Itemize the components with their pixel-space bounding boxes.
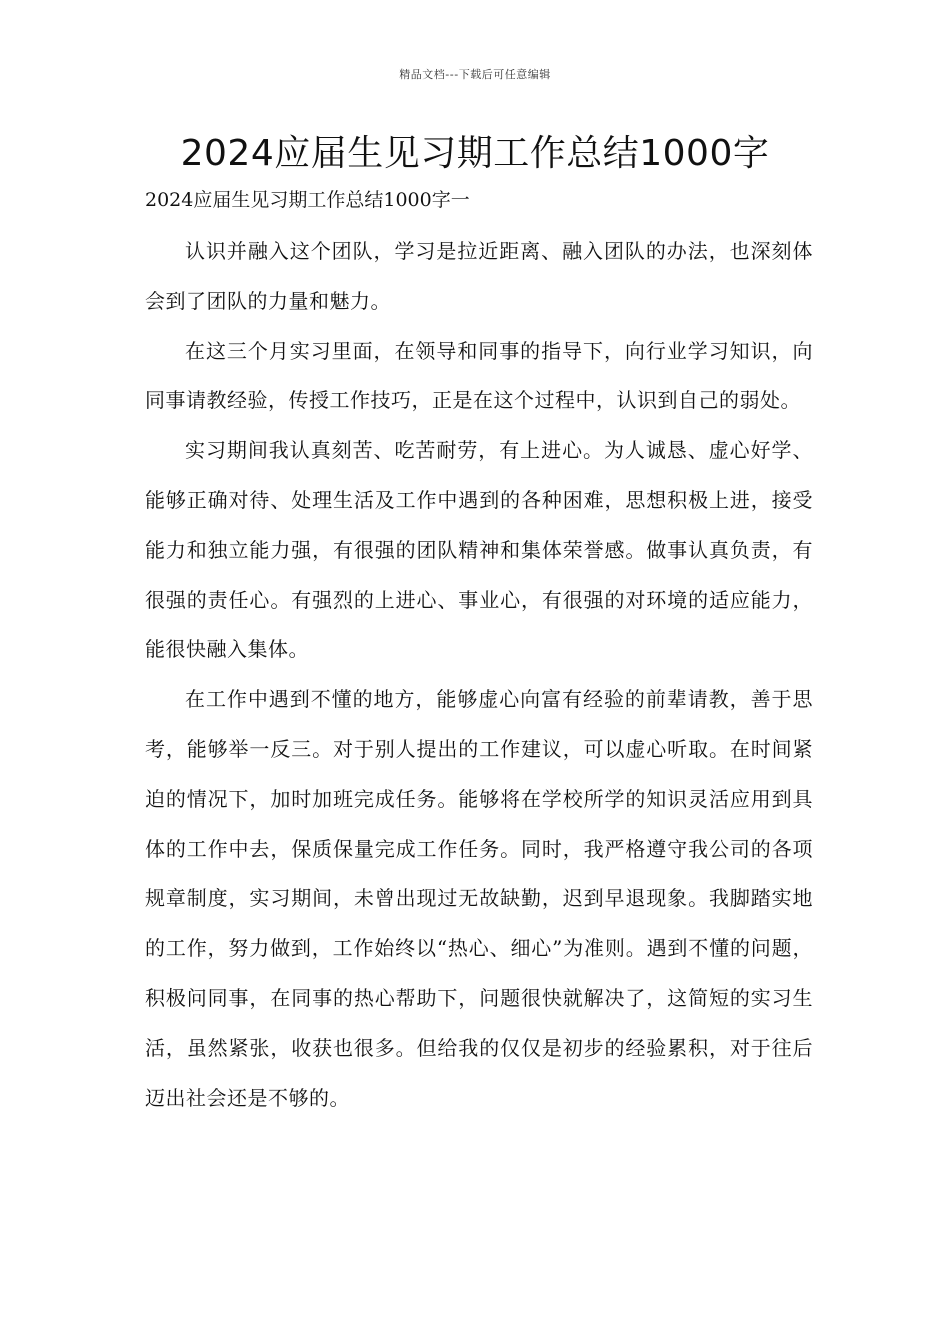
paragraph-3: 实习期间我认真刻苦、吃苦耐劳，有上进心。为人诚恳、虚心好学、能够正确对待、处理生活及工作中遇到的各种困难，思想积极上进，接受能力和独立能力强，有很强的团队精神和集体荣誉感。做事认真负责，有很强的责任心。有强烈的上进心、事业心，有很强的对环境的适应能力，能很快融入集体。 [145, 438, 813, 662]
paragraph-4: 在工作中遇到不懂的地方，能够虚心向富有经验的前辈请教，善于思考，能够举一反三。对于别人提出的工作建议，可以虚心听取。在时间紧迫的情况下，加时加班完成任务。能够将在学校所学的知识灵活应用到具体的工作中去，保质保量完成工作任务。同时，我严格遵守我公司的各项规章制度，实习期间，未曾出现过无故缺勤，迟到早退现象。我脚踏实地的工作，努力做到，工作始终以“热心、细心”为准则。遇到不懂的问题，积极问同事，在同事的热心帮助下，问题很快就解决了，这简短的实习生活，虽然紧张，收获也很多。但给我的仅仅是初步的经验累积，对于往后迈出社会还是不够的。 [145, 687, 813, 1110]
page-header: 精品文档---下载后可任意编辑 [399, 68, 551, 81]
document-body [145, 227, 813, 1123]
paragraph-2: 在这三个月实习里面，在领导和同事的指导下，向行业学习知识，向同事请教经验，传授工作技巧，正是在这个过程中，认识到自己的弱处。 [145, 338, 813, 413]
document-title: 2024应届生见习期工作总结1000字 [180, 133, 770, 174]
paragraph-1: 认识并融入这个团队，学习是拉近距离、融入团队的办法，也深刻体会到了团队的力量和魅力。 [145, 239, 813, 313]
document-subtitle: 2024应届生见习期工作总结1000字一 [145, 189, 470, 211]
